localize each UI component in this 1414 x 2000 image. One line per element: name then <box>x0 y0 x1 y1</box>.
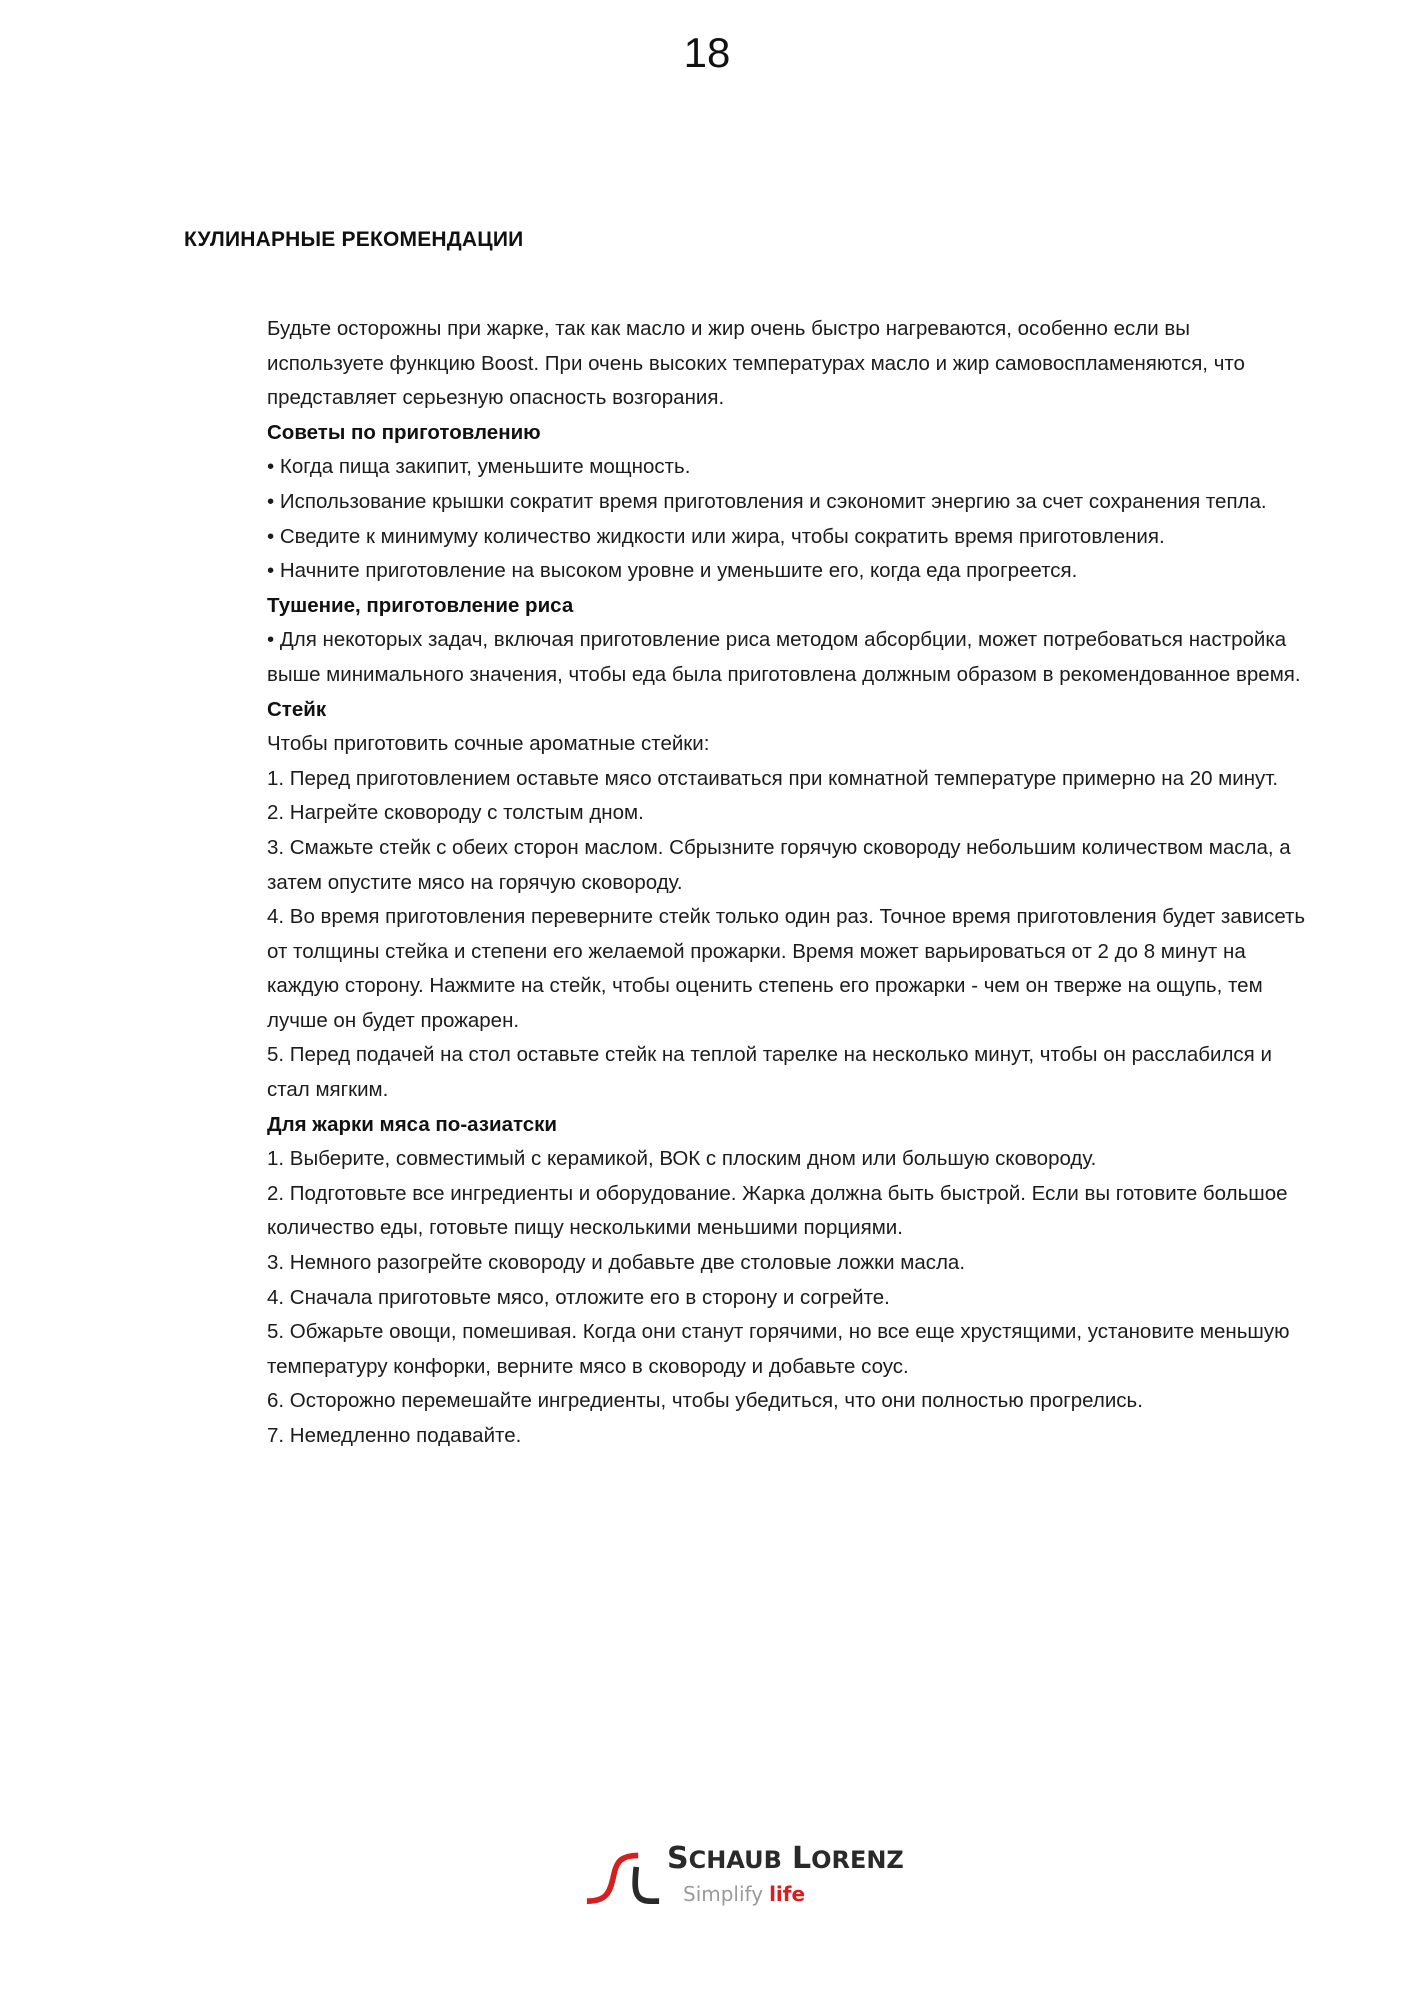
logo-red-swoosh <box>587 1856 638 1902</box>
brand-initial-l: L <box>791 1841 812 1876</box>
subsection-heading: Стейк <box>267 697 327 721</box>
brand-name <box>667 1842 904 1877</box>
logo-dark-swoosh <box>635 1867 659 1901</box>
paragraph: 1. Перед приготовлением оставьте мясо отстаиваться при комнатной температуре примерно на 20 минут. <box>267 766 1279 790</box>
paragraph: 1. Выберите, совместимый с керамикой, ВОК с плоским дном или большую сковороду. <box>267 1147 1097 1171</box>
logo-swoosh-icon <box>585 1846 661 1922</box>
brand-initial-s: S <box>667 1841 689 1876</box>
paragraph: 3. Немного разогрейте сковороду и добавьте две столовые ложки масла. <box>267 1251 966 1275</box>
paragraph: • Сведите к минимуму количество жидкости или жира, чтобы сократить время приготовления. <box>267 524 1165 548</box>
paragraph: 4. Сначала приготовьте мясо, отложите его в сторону и согрейте. <box>267 1285 890 1309</box>
brand-logo <box>585 1842 945 1928</box>
paragraph: 5. Обжарьте овощи, помешивая. Когда они станут горячими, но все еще хрустящими, установите меньшую температуру конфорки, верните мясо в сковороду и добавьте соус. <box>267 1320 1290 1378</box>
paragraph: • Для некоторых задач, включая приготовление риса методом абсорбции, может потребоваться настройка выше минимального значения, чтобы еда была приготовлена должным образом в рекомендованное время. <box>267 628 1301 686</box>
subsection-heading: Советы по приготовлению <box>267 420 541 444</box>
paragraph: Чтобы приготовить сочные ароматные стейки: <box>267 732 710 756</box>
paragraph: • Использование крышки сократит время приготовления и сэкономит энергию за счет сохранения тепла. <box>267 489 1267 513</box>
tagline-accent: life <box>769 1882 806 1906</box>
section-title: КУЛИНАРНЫЕ РЕКОМЕНДАЦИИ <box>184 228 524 251</box>
brand-word-1: CHAUB <box>688 1846 782 1874</box>
paragraph: • Когда пища закипит, уменьшите мощность. <box>267 455 691 479</box>
paragraph: 2. Нагрейте сковороду с толстым дном. <box>267 801 644 825</box>
paragraph: Будьте осторожны при жарке, так как масло и жир очень быстро нагреваются, особенно если вы используете функцию Boost. При очень высоких температурах масло и жир самовоспламеняются, что представляет серьезную опасность возгорания. <box>267 317 1245 410</box>
paragraph: 7. Немедленно подавайте. <box>267 1424 522 1447</box>
logo-text <box>667 1842 904 1907</box>
brand-tagline <box>683 1881 904 1907</box>
paragraph: 3. Смажьте стейк с обеих сторон маслом. Сбрызните горячую сковороду небольшим количеством масла, а затем опустите мясо на горячую сковороду. <box>267 835 1291 894</box>
brand-word-2: ORENZ <box>811 1846 904 1874</box>
paragraph: 6. Осторожно перемешайте ингредиенты, чтобы убедиться, что они полностью прогрелись. <box>267 1389 1143 1413</box>
tagline-main: Simplify <box>683 1882 764 1906</box>
paragraph: 2. Подготовьте все ингредиенты и оборудование. Жарка должна быть быстрой. Если вы готовите большое количество еды, готовьте пищу несколькими меньшими порциями. <box>267 1181 1288 1240</box>
body-content <box>267 312 1307 1454</box>
paragraph: 5. Перед подачей на стол оставьте стейк на теплой тарелке на несколько минут, чтобы он расслабился и стал мягким. <box>267 1043 1272 1102</box>
paragraph: 4. Во время приготовления переверните стейк только один раз. Точное время приготовления будет зависеть от толщины стейка и степени его желаемой прожарки. Время может варьироваться от 2 до 8 минут на каждую сторону. Нажмите на стейк, чтобы оценить степень его прожарки - чем он тверже на ощупь, тем лучше он будет прожарен. <box>267 905 1306 1032</box>
paragraph: • Начните приготовление на высоком уровне и уменьшите его, когда еда прогреется. <box>267 559 1078 583</box>
page-number: 18 <box>683 29 731 76</box>
subsection-heading: Для жарки мяса по-азиатски <box>267 1112 558 1136</box>
subsection-heading: Тушение, приготовление риса <box>267 593 574 617</box>
